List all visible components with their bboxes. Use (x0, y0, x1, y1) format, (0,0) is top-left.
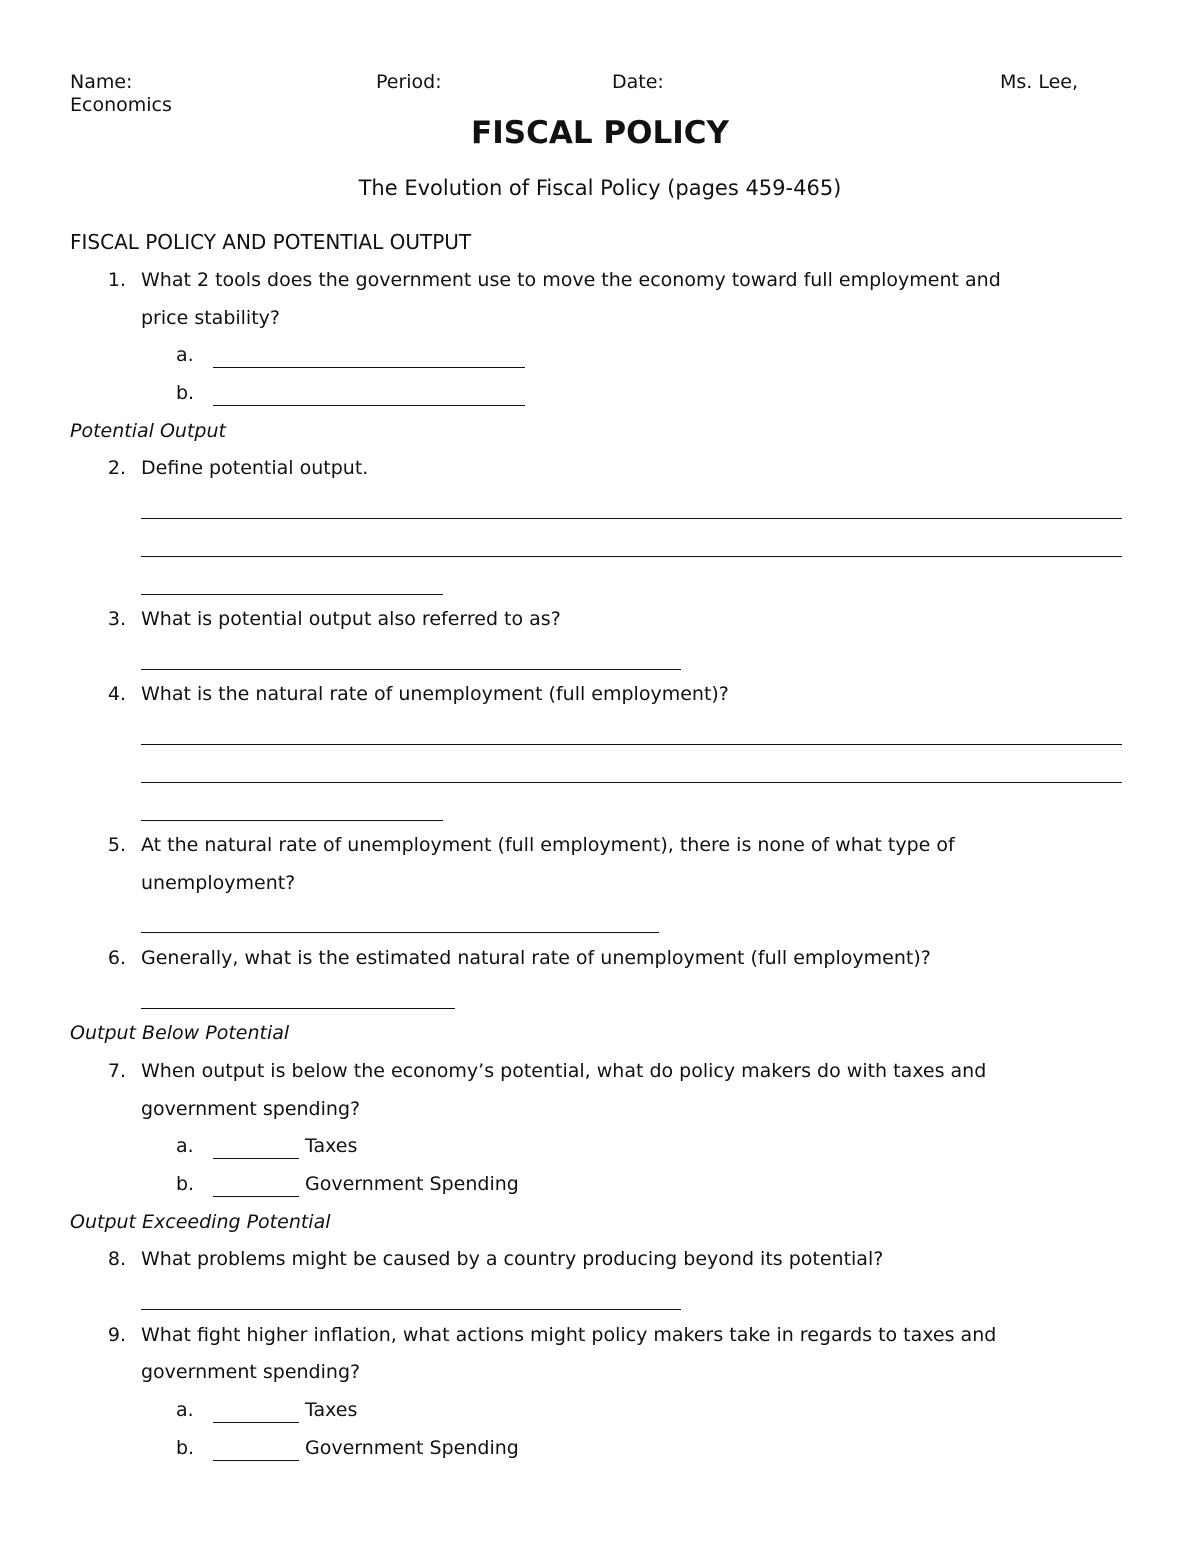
answer-line[interactable] (141, 594, 443, 595)
question-text: At the natural rate of unemployment (full employment), there is none of what type of (141, 834, 955, 856)
sub-item-label: b. (176, 382, 195, 404)
question-text: What fight higher inflation, what actions might policy makers take in regards to taxes and (141, 1324, 997, 1346)
question-number: 4. (107, 683, 126, 705)
question-text: What 2 tools does the government use to move the economy toward full employment and (141, 269, 1001, 291)
page-title: FISCAL POLICY (471, 115, 729, 151)
taxes-label: Taxes (305, 1399, 358, 1421)
question-text: What is the natural rate of unemployment (full employment)? (141, 683, 729, 705)
question-number: 3. (107, 608, 126, 630)
answer-line[interactable] (213, 367, 525, 368)
answer-line[interactable] (213, 405, 525, 406)
answer-blank[interactable] (213, 1196, 299, 1197)
sub-item-label: a. (176, 1135, 194, 1157)
subheading-output-below: Output Below Potential (70, 1022, 290, 1044)
question-text: Define potential output. (141, 457, 369, 479)
question-text: What problems might be caused by a country producing beyond its potential? (141, 1248, 884, 1270)
question-text: Generally, what is the estimated natural rate of unemployment (full employment)? (141, 947, 931, 969)
answer-line[interactable] (141, 820, 443, 821)
teacher-name: Ms. Lee, (1000, 71, 1079, 93)
question-number: 9. (107, 1324, 126, 1346)
answer-line[interactable] (141, 782, 1122, 783)
section-heading: FISCAL POLICY AND POTENTIAL OUTPUT (70, 230, 472, 254)
name-label: Name: (70, 71, 133, 93)
question-text: When output is below the economy’s potential, what do policy makers do with taxes and (141, 1060, 987, 1082)
sub-item-label: b. (176, 1173, 195, 1195)
date-label: Date: (612, 71, 664, 93)
sub-item-label: a. (176, 1399, 194, 1421)
question-number: 6. (107, 947, 126, 969)
taxes-label: Taxes (305, 1135, 358, 1157)
question-text: price stability? (141, 307, 280, 329)
page-subtitle: The Evolution of Fiscal Policy (pages 459-465) (358, 176, 842, 200)
question-text: government spending? (141, 1098, 361, 1120)
question-number: 7. (107, 1060, 126, 1082)
answer-blank[interactable] (213, 1460, 299, 1461)
question-number: 2. (107, 457, 126, 479)
question-number: 5. (107, 834, 126, 856)
answer-line[interactable] (141, 556, 1122, 557)
answer-blank[interactable] (213, 1422, 299, 1423)
question-text: What is potential output also referred to as? (141, 608, 561, 630)
answer-line[interactable] (141, 669, 681, 670)
subheading-potential-output: Potential Output (70, 420, 226, 442)
question-number: 1. (107, 269, 126, 291)
answer-blank[interactable] (213, 1158, 299, 1159)
gov-spending-label: Government Spending (305, 1437, 519, 1459)
question-text: government spending? (141, 1361, 361, 1383)
period-label: Period: (376, 71, 442, 93)
answer-line[interactable] (141, 744, 1122, 745)
answer-line[interactable] (141, 518, 1122, 519)
sub-item-label: a. (176, 344, 194, 366)
answer-line[interactable] (141, 932, 659, 933)
gov-spending-label: Government Spending (305, 1173, 519, 1195)
answer-line[interactable] (141, 1008, 455, 1009)
course-name: Economics (70, 94, 172, 116)
sub-item-label: b. (176, 1437, 195, 1459)
question-number: 8. (107, 1248, 126, 1270)
answer-line[interactable] (141, 1309, 681, 1310)
question-text: unemployment? (141, 872, 296, 894)
subheading-output-exceeding: Output Exceeding Potential (70, 1211, 331, 1233)
